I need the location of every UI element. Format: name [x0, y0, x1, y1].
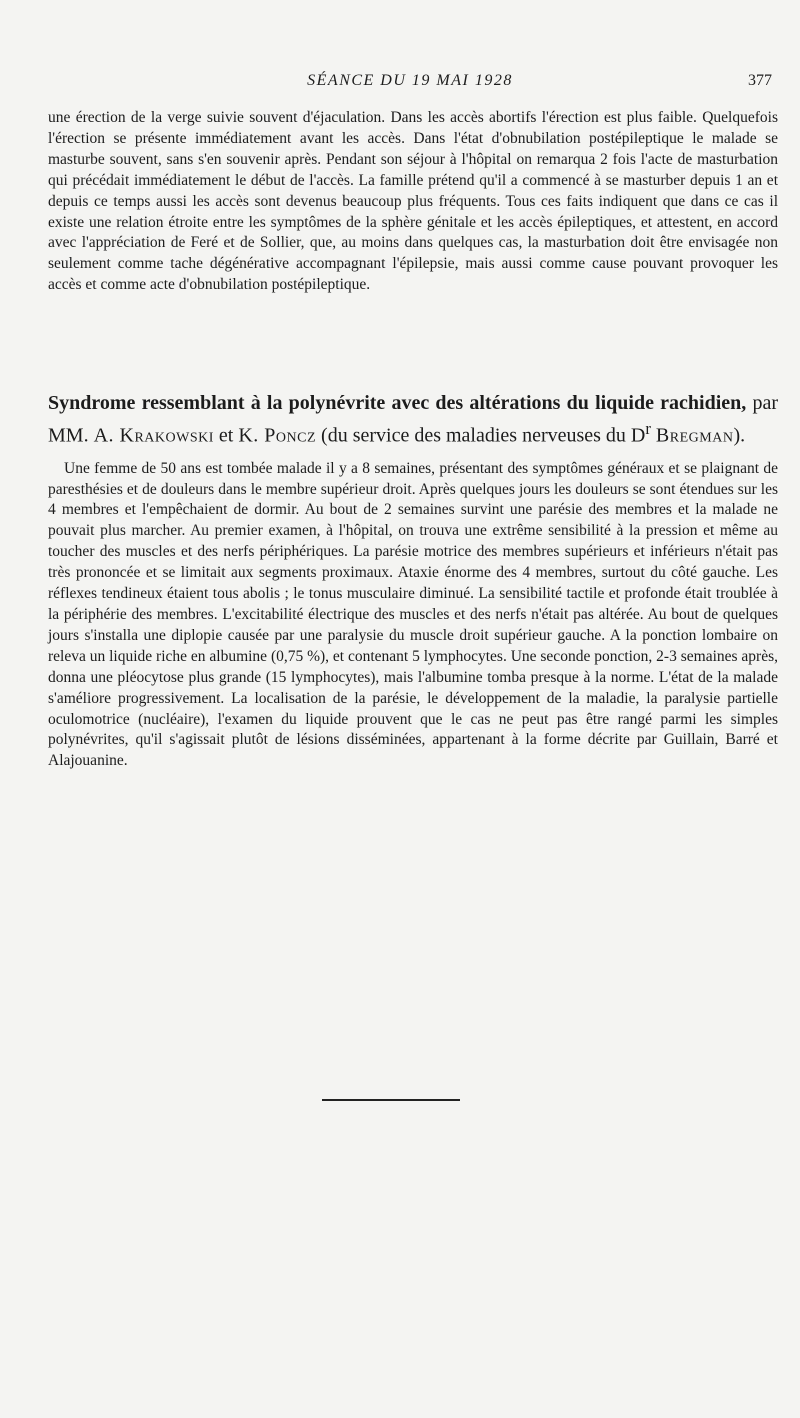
article-body: Une femme de 50 ans est tombée malade il y a 8 semaines, présentant des symptômes généraux et se plaignant de paresthésies et de douleurs dans le membre supérieur droit. Après quelques jours les douleurs se sont étendues sur les 4 membres et l'empêchaient de dormir. Au bout de 2 semaines survint une parésie des membres et la malade ne pouvait plus marcher. Au premier examen, à l'hôpital, on trouva une extrême sensibilité à la pression et même au toucher des muscles et des nerfs périphériques. La parésie motrice des membres supérieurs et inférieurs n'était pas très prononcée et se limitait aux segments proximaux. Ataxie énorme des 4 membres, surtout du côté gauche. Les réflexes tendineux étaient tous abolis ; le tonus musculaire diminué. La sensibilité tactile et profonde était troublée à la périphérie des membres. L'excitabilité électrique des muscles et des nerfs n'était pas altérée. Au bout de quelques jours s'installa une diplopie causée par une paralysie du muscle droit supérieur gauche. A la ponction lombaire on releva un liquide riche en albumine (0,75 %), et contenant 5 lymphocytes. Une seconde ponction, 2-3 semaines après, donna une pléocytose plus grande (15 lymphocytes), mais l'albumine tomba presque à la norme. L'état de la malade s'améliore progressivement. La localisation de la parésie, le développement de la maladie, la paralysie partielle oculomotrice (nucléaire), l'examen du liquide prouvent que le cas ne peut pas être rangé parmi les simples polynévrites, qu'il s'agissait plutôt de lésions disséminées, appartenant à la forme décrite par Guillain, Barré et Alajouanine.	[48, 459, 778, 770]
title-affiliation: (du service des maladies nerveuses du D	[316, 424, 646, 447]
body-paragraph: une érection de la verge suivie souvent d'éjaculation. Dans les accès abortifs l'érection est plus faible. Quelquefois l'érection se présente immédiatement avant les accès. Dans l'état d'obnubilation postépileptique le malade se masturbe souvent, sans s'en souvenir après. Pendant son séjour à l'hôpital on remarqua 2 fois l'acte de masturbation qui précédait immédiatement le début de l'accès. La famille prétend qu'il a commencé à se masturber depuis 1 an et depuis ce temps aussi les accès sont devenus beaucoup plus fréquents. Tous ces faits indiquent que dans ce cas il existe une relation étroite entre les symptômes de la sphère génitale et les accès épileptiques, et attestent, en accord avec l'appréciation de Feré et de Sollier, que, au moins dans quelques cas, la masturbation doit être envisagée non seulement comme tache dégénérative accompagnant l'épilepsie, mais aussi comme cause pouvant provoquer les accès et comme acte d'obnubilation postépileptique.	[48, 109, 778, 294]
running-head	[48, 72, 772, 94]
author-name: Bregman	[655, 424, 734, 447]
article	[48, 390, 778, 772]
article-title	[48, 390, 778, 449]
author-name: K. Poncz	[238, 424, 317, 447]
article-heading: Syndrome ressemblant à la polynévrite avec des altérations du liquide rachidien,	[48, 392, 747, 414]
title-by: par MM.	[48, 392, 778, 447]
running-title: SÉANCE DU 19 MAI 1928	[307, 72, 513, 89]
title-dr-superscript: r	[645, 419, 651, 438]
end-rule	[322, 1099, 460, 1101]
title-end: ).	[733, 424, 746, 447]
title-and: et	[213, 424, 239, 447]
page-number: 377	[748, 72, 772, 89]
author-name: A. Krakowski	[93, 424, 214, 447]
